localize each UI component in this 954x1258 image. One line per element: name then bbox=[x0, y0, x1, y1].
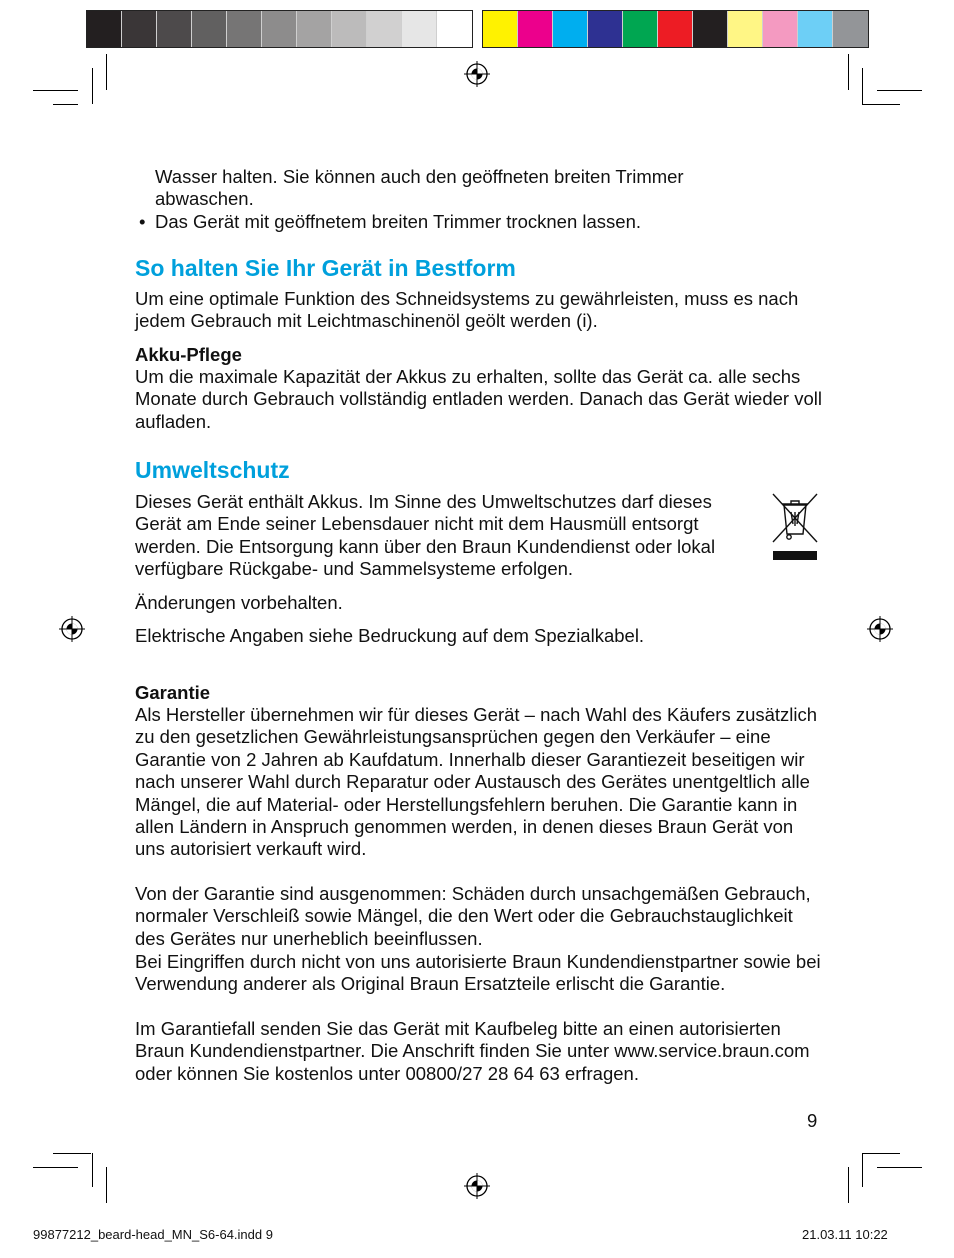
color-swatch bbox=[833, 11, 868, 47]
color-swatch bbox=[157, 11, 192, 47]
crop-mark bbox=[106, 1167, 107, 1203]
page-number: 9 bbox=[807, 1110, 818, 1131]
color-swatch bbox=[262, 11, 297, 47]
color-swatch bbox=[402, 11, 437, 47]
color-swatch bbox=[728, 11, 763, 47]
color-swatch bbox=[518, 11, 553, 47]
registration-mark-icon bbox=[464, 61, 490, 87]
color-swatch bbox=[87, 11, 122, 47]
intro-line-1: Wasser halten. Sie können auch den geöffneten breiten Trimmer bbox=[155, 166, 684, 187]
crop-mark bbox=[877, 1167, 922, 1168]
color-swatch bbox=[483, 11, 518, 47]
intro-text bbox=[155, 166, 815, 211]
color-swatch bbox=[623, 11, 658, 47]
warranty-paragraph-3: Bei Eingriffen durch nicht von uns autorisierte Braun Kundendienstpartner sowie bei Verwendung anderer als Original Braun Ersatzteile erlischt die Garantie. bbox=[135, 951, 821, 995]
bullet-icon: • bbox=[139, 211, 146, 232]
color-swatch bbox=[763, 11, 798, 47]
color-swatch bbox=[658, 11, 693, 47]
grayscale-color-bar bbox=[86, 10, 473, 48]
registration-mark-icon bbox=[59, 616, 85, 642]
registration-mark-icon bbox=[464, 1173, 490, 1199]
environment-paragraph: Dieses Gerät enthält Akkus. Im Sinne des Umweltschutzes darf dieses Gerät am Ende seiner Lebensdauer nicht mit dem Hausmüll entsorgt werden. Die Entsorgung kann über den Braun Kundendienst oder lokal verfügbare Rückgabe- und Sammelsysteme erfolgen. bbox=[135, 491, 716, 580]
footer-file-name: 99877212_beard-head_MN_S6-64.indd 9 bbox=[33, 1227, 273, 1242]
crop-mark bbox=[848, 1167, 849, 1203]
crop-mark bbox=[106, 54, 107, 90]
warranty-paragraph-4: Im Garantiefall senden Sie das Gerät mit Kaufbeleg bitte an einen autorisierten Braun Kundendienstpartner. Die Anschrift finden Sie unter www.service.braun.com oder können Sie kostenlos unter 00800/27 28 64 63 erfragen. bbox=[135, 1018, 810, 1084]
changes-notice: Änderungen vorbehalten. bbox=[135, 592, 343, 613]
warranty-paragraph-1: Als Hersteller übernehmen wir für dieses Gerät – nach Wahl des Käufers zusätzlich zu den gesetzlichen Gewährleistungsansprüchen gegen den Verkäufer – eine Garantie von 2 Jahren ab Kaufdatum. Innerhalb dieser Garantiezeit beseitigen wir nach unserer Wahl durch Reparatur oder Austausch des Gerätes unentgeltlich alle Mängel, die auf Material- oder Herstellungsfehlern beruhen. Die Garantie kann in allen Ländern in Anspruch genommen werden, in denen dieses Braun Gerät von uns autorisiert verkauft wird. bbox=[135, 704, 818, 860]
color-swatch bbox=[227, 11, 262, 47]
crop-mark bbox=[92, 1153, 93, 1187]
color-swatch bbox=[553, 11, 588, 47]
warranty-title: Garantie bbox=[135, 682, 211, 703]
color-swatch bbox=[693, 11, 728, 47]
crossed-out-wheelie-bin-icon bbox=[770, 492, 820, 562]
bullet-item: Das Gerät mit geöffnetem breiten Trimmer trocknen lassen. bbox=[155, 211, 641, 232]
crop-mark bbox=[862, 68, 863, 104]
crop-mark bbox=[33, 90, 78, 91]
crop-mark bbox=[33, 1167, 78, 1168]
color-swatch bbox=[192, 11, 227, 47]
warranty-paragraph-2: Von der Garantie sind ausgenommen: Schäden durch unsachgemäßen Gebrauch, normaler Verschleiß sowie Mängel, die den Wert oder die Gebrauchstauglichkeit des Gerätes nur unerheblich beeinflussen. bbox=[135, 883, 811, 949]
crop-mark bbox=[848, 54, 849, 90]
section-heading-care: So halten Sie Ihr Gerät in Bestform bbox=[135, 255, 516, 281]
crop-mark bbox=[53, 104, 78, 105]
color-swatch bbox=[588, 11, 623, 47]
registration-mark-icon bbox=[867, 616, 893, 642]
crop-mark bbox=[862, 1153, 900, 1154]
color-swatch bbox=[798, 11, 833, 47]
crop-mark bbox=[862, 104, 900, 105]
footer-timestamp: 21.03.11 10:22 bbox=[802, 1227, 888, 1242]
color-swatch bbox=[332, 11, 367, 47]
color-swatch bbox=[367, 11, 402, 47]
battery-care-paragraph: Um die maximale Kapazität der Akkus zu erhalten, sollte das Gerät ca. alle sechs Monate durch Gebrauch vollständig entladen werden. Danach das Gerät wieder voll aufladen. bbox=[135, 366, 822, 432]
battery-care-title: Akku-Pflege bbox=[135, 344, 242, 365]
crop-mark bbox=[92, 68, 93, 104]
process-color-bar bbox=[482, 10, 869, 48]
color-swatch bbox=[297, 11, 332, 47]
color-swatch bbox=[437, 11, 472, 47]
electrical-notice: Elektrische Angaben siehe Bedruckung auf dem Spezialkabel. bbox=[135, 625, 645, 646]
crop-mark bbox=[877, 90, 922, 91]
section-heading-environment: Umweltschutz bbox=[135, 457, 290, 483]
color-swatch bbox=[122, 11, 157, 47]
crop-mark bbox=[53, 1153, 91, 1154]
care-paragraph: Um eine optimale Funktion des Schneidsystems zu gewährleisten, muss es nach jedem Gebrauch mit Leichtmaschinenöl geölt werden (i). bbox=[135, 288, 799, 332]
intro-line-2: abwaschen. bbox=[155, 188, 254, 210]
crop-mark bbox=[862, 1153, 863, 1187]
